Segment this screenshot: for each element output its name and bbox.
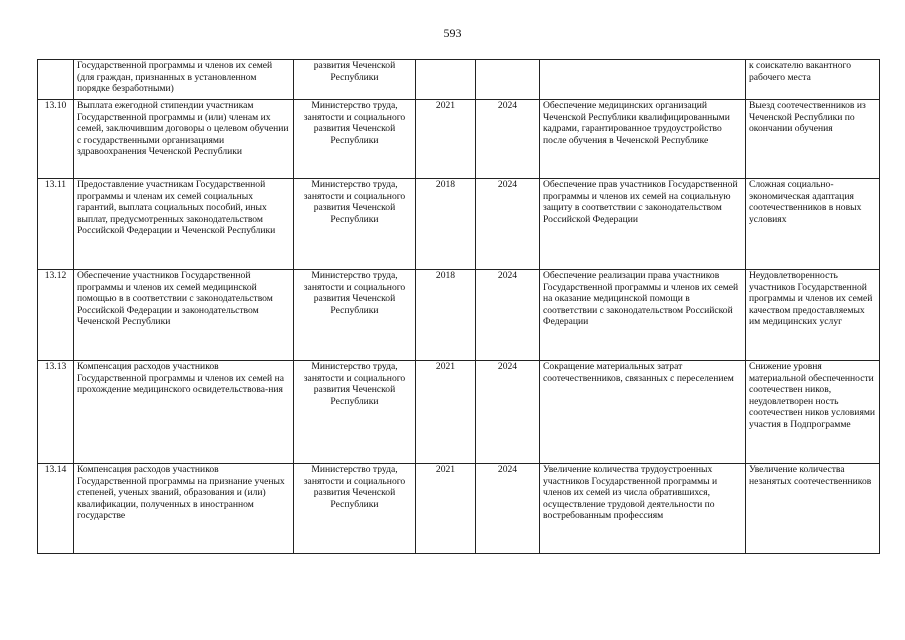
table-row	[38, 100, 880, 179]
consequence-cell: Снижение уровня материальной обеспеченности соотечествен ников, неудовлетворен ность соотечествен ников условиями участия в Подпрограмме	[746, 361, 880, 464]
end-year-cell: 2024	[476, 464, 540, 554]
start-year-cell: 2021	[416, 100, 476, 179]
end-year-cell: 2024	[476, 179, 540, 270]
row-number: 13.13	[38, 361, 74, 464]
result-cell: Обеспечение медицинских организаций Чеченской Республики квалифицированными кадрами, гарантированное трудоустройство после обучения в Чеченской Республике	[540, 100, 746, 179]
end-year-cell: 2024	[476, 361, 540, 464]
measure-cell: Государственной программы и членов их семей (для граждан, признанных в установленном порядке безработными)	[74, 60, 294, 100]
table-row	[38, 464, 880, 554]
executor-cell: Министерство труда, занятости и социального развития Чеченской Республики	[294, 100, 416, 179]
executor-cell: развития Чеченской Республики	[294, 60, 416, 100]
row-number: 13.12	[38, 270, 74, 361]
measure-cell: Компенсация расходов участников Государственной программы и членов их семей на прохождение медицинского освидетельствова-ния	[74, 361, 294, 464]
start-year-cell	[416, 60, 476, 100]
row-number	[38, 60, 74, 100]
start-year-cell: 2018	[416, 270, 476, 361]
end-year-cell: 2024	[476, 100, 540, 179]
page-number: 593	[443, 26, 462, 40]
table-row	[38, 179, 880, 270]
consequence-cell: Увеличение количества незанятых соотечественников	[746, 464, 880, 554]
measures-table	[37, 59, 880, 554]
consequence-cell: к соискателю вакантного рабочего места	[746, 60, 880, 100]
result-cell: Сокращение материальных затрат соотечественников, связанных с переселением	[540, 361, 746, 464]
row-number: 13.10	[38, 100, 74, 179]
executor-cell: Министерство труда, занятости и социального развития Чеченской Республики	[294, 464, 416, 554]
result-cell: Обеспечение прав участников Государственной программы и членов их семей на социальную защиту в соответствии с законодательством Российской Федерации	[540, 179, 746, 270]
result-cell: Увеличение количества трудоустроенных участников Государственной программы и членов их семей из числа обратившихся, осуществление трудовой деятельности по востребованным профессиям	[540, 464, 746, 554]
start-year-cell: 2021	[416, 464, 476, 554]
executor-cell: Министерство труда, занятости и социального развития Чеченской Республики	[294, 361, 416, 464]
start-year-cell: 2021	[416, 361, 476, 464]
table-row	[38, 60, 880, 100]
row-number: 13.11	[38, 179, 74, 270]
end-year-cell: 2024	[476, 270, 540, 361]
result-cell	[540, 60, 746, 100]
measure-cell: Компенсация расходов участников Государственной программы на признание ученых степеней, ученых званий, образования и (или) квалификации, полученных в иностранном государстве	[74, 464, 294, 554]
result-cell: Обеспечение реализации права участников Государственной программы и членов их семей на оказание медицинской помощи в соответствии с законодательством Российской Федерации	[540, 270, 746, 361]
table-row	[38, 361, 880, 464]
consequence-cell: Неудовлетворенность участников Государственной программы и членов их семей качеством предоставляемых им медицинских услуг	[746, 270, 880, 361]
measure-cell: Выплата ежегодной стипендии участникам Государственной программы и (или) членам их семей, заключившим договоры о целевом обучении с государственными организациями здравоохранения Чеченской Республики	[74, 100, 294, 179]
measure-cell: Обеспечение участников Государственной программы и членов их семей медицинской помощью в в соответствии с законодательством Российской Федерации и законодательством Чеченской Республики	[74, 270, 294, 361]
row-number: 13.14	[38, 464, 74, 554]
executor-cell: Министерство труда, занятости и социального развития Чеченской Республики	[294, 179, 416, 270]
end-year-cell	[476, 60, 540, 100]
table-row	[38, 270, 880, 361]
executor-cell: Министерство труда, занятости и социального развития Чеченской Республики	[294, 270, 416, 361]
measure-cell: Предоставление участникам Государственной программы и членам их семей социальных гарантий, выплата социальных пособий, иных выплат, предусмотренных законодательством Российской Федерации и Чеченской Республики	[74, 179, 294, 270]
consequence-cell: Сложная социально-экономическая адаптация соотечественников в новых условиях	[746, 179, 880, 270]
start-year-cell: 2018	[416, 179, 476, 270]
consequence-cell: Выезд соотечественников из Чеченской Республики по окончании обучения	[746, 100, 880, 179]
